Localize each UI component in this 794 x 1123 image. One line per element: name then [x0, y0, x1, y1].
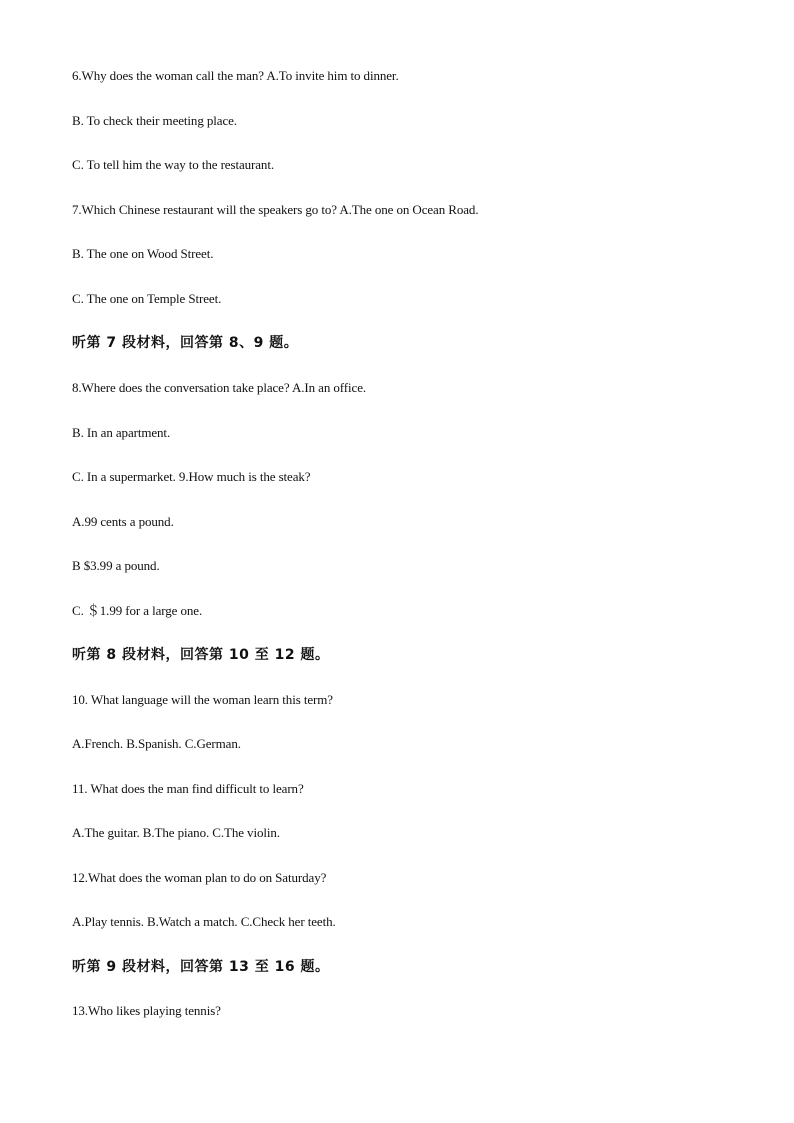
question-6: 6.Why does the woman call the man? A.To invite him to dinner. [72, 68, 399, 83]
section-heading-8: 听第 8 段材料，回答第 10 至 12 题。 [72, 647, 330, 663]
question-7-option-c: C. The one on Temple Street. [72, 291, 222, 306]
question-11: 11. What does the man find difficult to learn? [72, 781, 304, 796]
question-10-options: A.French. B.Spanish. C.German. [72, 736, 241, 751]
question-8-option-b: B. In an apartment. [72, 425, 171, 440]
question-11-options: A.The guitar. B.The piano. C.The violin. [72, 825, 280, 840]
question-10: 10. What language will the woman learn this term? [72, 692, 333, 707]
question-7: 7.Which Chinese restaurant will the speakers go to? A.The one on Ocean Road. [72, 202, 479, 217]
section-heading-7: 听第 7 段材料，回答第 8、9 题。 [72, 335, 299, 351]
question-6-option-c: C. To tell him the way to the restaurant. [72, 157, 274, 172]
question-9-option-c: C. ＄1.99 for a large one. [72, 603, 203, 618]
question-8: 8.Where does the conversation take place? A.In an office. [72, 380, 367, 395]
question-8-option-c-and-question-9: C. In a supermarket. 9.How much is the steak? [72, 469, 311, 484]
section-heading-9: 听第 9 段材料，回答第 13 至 16 题。 [72, 959, 330, 975]
question-12: 12.What does the woman plan to do on Saturday? [72, 870, 327, 885]
question-9-option-b: B $3.99 a pound. [72, 558, 160, 573]
question-13: 13.Who likes playing tennis? [72, 1003, 221, 1018]
question-7-option-b: B. The one on Wood Street. [72, 246, 214, 261]
question-9-option-a: A.99 cents a pound. [72, 514, 174, 529]
question-12-options: A.Play tennis. B.Watch a match. C.Check her teeth. [72, 914, 336, 929]
question-6-option-b: B. To check their meeting place. [72, 113, 237, 128]
